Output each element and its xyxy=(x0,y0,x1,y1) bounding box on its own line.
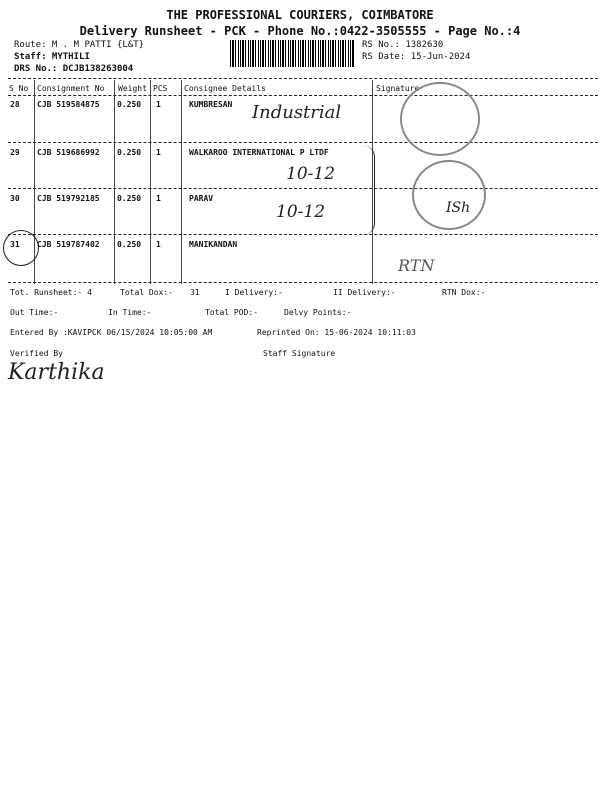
row-pcs: 1 xyxy=(156,240,161,249)
col-consignment: Consignment No xyxy=(37,84,105,93)
handwriting-industrial: Industrial xyxy=(252,102,342,123)
divider-bottom xyxy=(8,282,598,283)
row-consignment: CJB 519792185 xyxy=(37,194,100,203)
vline-2 xyxy=(114,80,115,284)
out-time: Out Time:- xyxy=(10,308,59,317)
row-pcs: 1 xyxy=(156,148,161,157)
walkaroo-stamp xyxy=(412,160,486,230)
row-consignee: WALKAROO INTERNATIONAL P LTDF xyxy=(189,148,329,157)
row-consignment: CJB 519787402 xyxy=(37,240,100,249)
total-dox-label: Total Dox:- xyxy=(120,288,173,297)
row-consignee: MANIKANDAN xyxy=(189,240,238,249)
handwriting-time-30: 10-12 xyxy=(276,202,326,222)
col-weight: Weight xyxy=(118,84,147,93)
row-consignee: PARAV xyxy=(189,194,214,203)
col-consignee: Consignee Details xyxy=(184,84,266,93)
company-stamp xyxy=(400,82,480,156)
vline-4 xyxy=(181,80,182,284)
drs-number: DRS No.: DCJB138263004 xyxy=(14,64,134,74)
rtn-dox: RTN Dox:- xyxy=(442,288,486,297)
ii-delivery: II Delivery:- xyxy=(333,288,396,297)
row-weight: 0.250 xyxy=(117,148,142,157)
total-pod: Total POD:- xyxy=(205,308,258,317)
total-runsheet: Tot. Runsheet:- 4 xyxy=(10,288,92,297)
row-weight: 0.250 xyxy=(117,100,142,109)
handwriting-time-29: 10-12 xyxy=(286,164,336,184)
i-delivery: I Delivery:- xyxy=(225,288,283,297)
col-signature: Signature xyxy=(376,84,420,93)
row-pcs: 1 xyxy=(156,100,161,109)
row-sno: 28 xyxy=(10,100,20,109)
circle-mark xyxy=(3,230,39,266)
delvy-points: Delvy Points:- xyxy=(284,308,352,317)
reprinted-on: Reprinted On: 15-06-2024 10:11:03 xyxy=(257,328,416,337)
row-sno: 30 xyxy=(10,194,20,203)
verified-by: Verified By xyxy=(10,349,63,358)
verified-signature: Karthika xyxy=(8,360,105,385)
row-consignee: KUMBRESAN xyxy=(189,100,233,109)
company-title: THE PROFESSIONAL COURIERS, COIMBATORE xyxy=(166,8,434,22)
row-divider xyxy=(8,234,598,235)
col-sno: S No xyxy=(9,84,29,93)
row-weight: 0.250 xyxy=(117,240,142,249)
row-pcs: 1 xyxy=(156,194,161,203)
row-consignment: CJB 519686992 xyxy=(37,148,100,157)
runsheet-subtitle: Delivery Runsheet - PCK - Phone No.:0422-3505555 - Page No.:4 xyxy=(79,24,521,38)
row-sno: 29 xyxy=(10,148,20,157)
divider-top xyxy=(8,78,598,79)
handwritten-bracket xyxy=(360,145,375,235)
signature-row30: ISh xyxy=(446,200,471,216)
row-consignment: CJB 519584875 xyxy=(37,100,100,109)
staff-signature: Staff Signature xyxy=(263,349,336,358)
row-sno: 31 xyxy=(10,240,20,249)
row-weight: 0.250 xyxy=(117,194,142,203)
route: Route: M . M PATTI {L&T} xyxy=(14,40,145,50)
total-dox-value: 31 xyxy=(190,288,200,297)
rs-date: RS Date: 15-Jun-2024 xyxy=(362,52,471,62)
rs-number: RS No.: 1382630 xyxy=(362,40,444,50)
staff: Staff: MYTHILI xyxy=(14,52,90,62)
vline-3 xyxy=(150,80,151,284)
divider-header xyxy=(8,95,598,96)
handwriting-rtn: RTN xyxy=(398,256,435,275)
in-time: In Time:- xyxy=(108,308,152,317)
col-pcs: PCS xyxy=(153,84,168,93)
row-divider xyxy=(8,142,598,143)
entered-by: Entered By :KAVIPCK 06/15/2024 10:05:00 AM xyxy=(10,328,213,337)
row-divider xyxy=(8,188,598,189)
barcode xyxy=(230,40,354,67)
